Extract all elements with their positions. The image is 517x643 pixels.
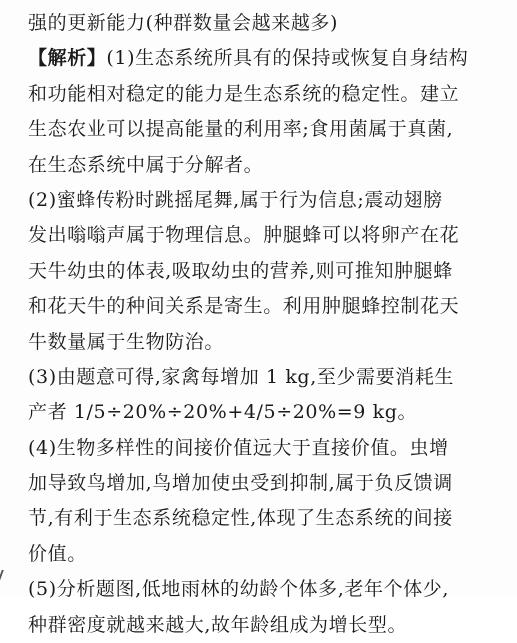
line-text: (1)生态系统所具有的保持或恢复自身结构 bbox=[106, 47, 469, 70]
text-line-17 bbox=[28, 572, 512, 607]
line-text: 强的更新能力(种群数量会越来越多) bbox=[28, 12, 339, 34]
line-text: 天牛幼虫的体表,吸取幼虫的营养,则可推知肿腿蜂 bbox=[28, 259, 453, 282]
line-text: 价值。 bbox=[28, 542, 87, 565]
text-line-16 bbox=[28, 537, 512, 572]
text-line-7 bbox=[28, 218, 512, 253]
text-line-1 bbox=[28, 6, 512, 41]
text-line-6 bbox=[28, 183, 512, 218]
line-text: 节,有利于生态系统稳定性,体现了生态系统的间接 bbox=[28, 507, 453, 530]
text-line-15 bbox=[28, 501, 512, 536]
line-text: 加导致鸟增加,鸟增加使虫受到抑制,属于负反馈调 bbox=[28, 472, 453, 495]
answer-text-block bbox=[28, 6, 512, 643]
text-line-18 bbox=[28, 608, 512, 643]
text-line-9 bbox=[28, 289, 512, 324]
line-text: 牛数量属于生物防治。 bbox=[28, 330, 225, 353]
line-text: 产者 1/5÷20%÷20%+4/5÷20%=9 kg。 bbox=[28, 401, 418, 424]
analysis-tag: 【解析】 bbox=[28, 47, 107, 70]
text-line-14 bbox=[28, 466, 512, 501]
line-text: 和功能相对稳定的能力是生态系统的稳定性。建立 bbox=[28, 82, 460, 105]
line-text: (2)蜜蜂传粉时跳摇尾舞,属于行为信息;震动翅膀 bbox=[28, 188, 443, 211]
scan-edge-mark bbox=[0, 570, 8, 580]
line-text: 和花天牛的种间关系是寄生。利用肿腿蜂控制花天 bbox=[28, 295, 460, 318]
text-line-5 bbox=[28, 148, 512, 183]
text-line-10 bbox=[28, 325, 512, 360]
line-text: (5)分析题图,低地雨林的幼龄个体多,老年个体少, bbox=[28, 578, 450, 601]
line-text: 生态农业可以提高能量的利用率;食用菌属于真菌, bbox=[28, 118, 454, 141]
line-text: (3)由题意可得,家禽每增加 1 kg,至少需要消耗生 bbox=[28, 365, 455, 388]
text-line-13 bbox=[28, 431, 512, 466]
line-text: 种群密度就越来越大,故年龄组成为增长型。 bbox=[28, 613, 408, 636]
text-line-8 bbox=[28, 254, 512, 289]
line-text: (4)生物多样性的间接价值远大于直接价值。虫增 bbox=[28, 436, 449, 459]
text-line-12 bbox=[28, 395, 512, 430]
text-line-2 bbox=[28, 41, 512, 76]
text-line-11 bbox=[28, 360, 512, 395]
line-text: 在生态系统中属于分解者。 bbox=[28, 153, 264, 176]
line-text: 发出嗡嗡声属于物理信息。肿腿蜂可以将卵产在花 bbox=[28, 224, 460, 247]
text-line-4 bbox=[28, 112, 512, 147]
text-line-3 bbox=[28, 77, 512, 112]
